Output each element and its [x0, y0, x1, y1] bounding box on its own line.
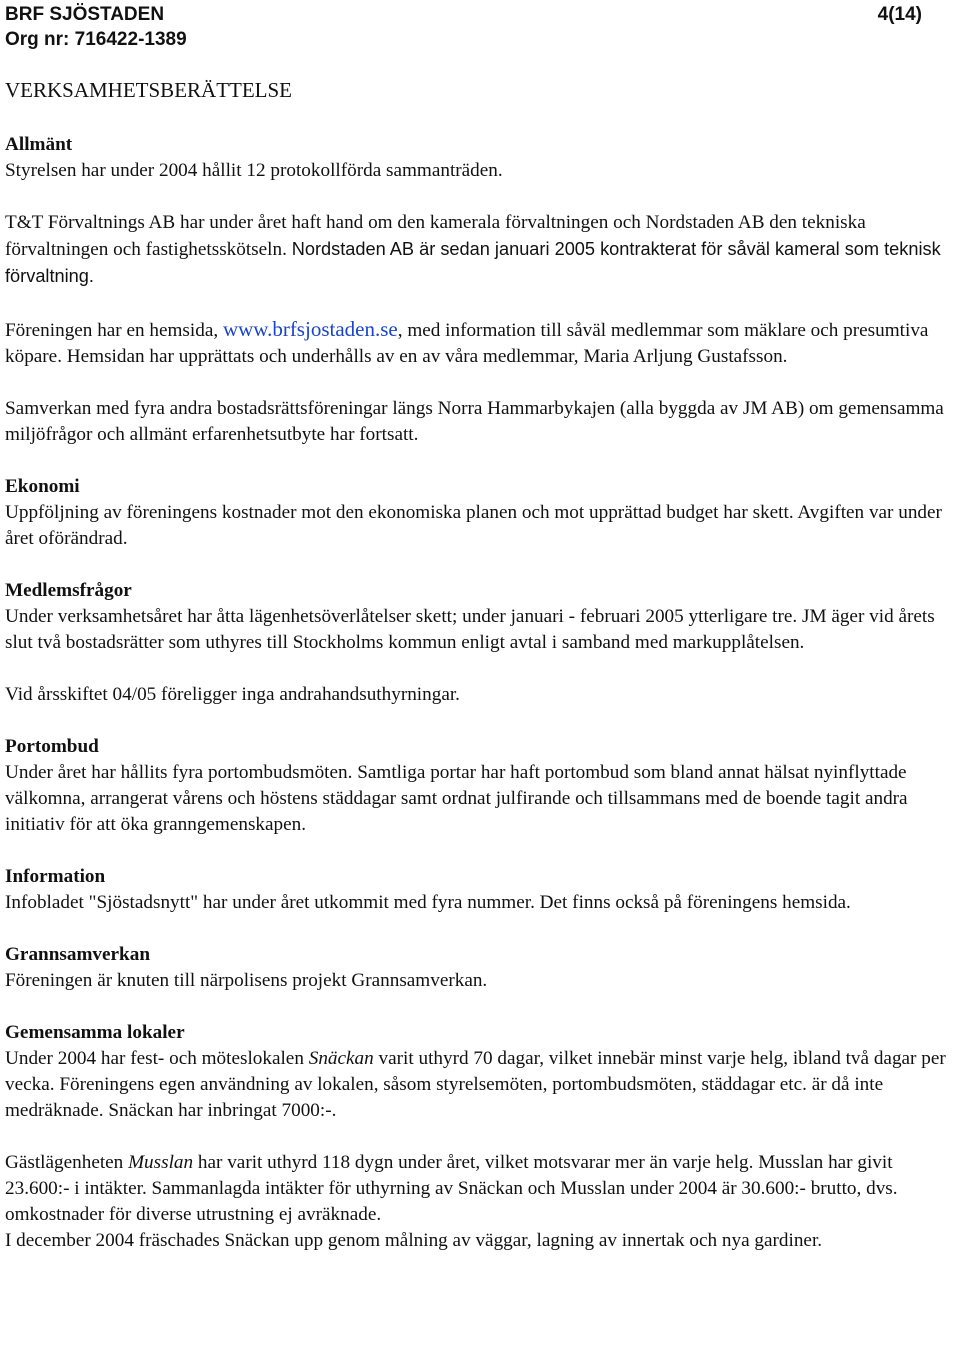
- paragraph-text: Föreningen har en hemsida,: [5, 320, 219, 341]
- paragraph: Infobladet "Sjöstadsnytt" har under året utkommit med fyra nummer. Det finns också på föreningens hemsida.: [5, 892, 851, 913]
- document-body: [5, 132, 955, 1254]
- paragraph: I december 2004 fräschades Snäckan upp genom målning av väggar, lagning av innertak och nya gardiner.: [5, 1230, 823, 1251]
- paragraph: [5, 316, 955, 370]
- paragraph: [5, 210, 955, 290]
- document-page: [5, 0, 955, 1251]
- section-heading-ekonomi: Ekonomi: [5, 476, 80, 497]
- paragraph: Styrelsen har under 2004 hållit 12 protokollförda sammanträden.: [5, 160, 503, 181]
- paragraph-text: Gästlägenheten: [5, 1152, 124, 1173]
- section-heading-medlemsfragor: Medlemsfrågor: [5, 580, 132, 601]
- paragraph: Uppföljning av föreningens kostnader mot den ekonomiska planen och mot upprättad budget har skett. Avgiften var under året oförändrad.: [5, 502, 942, 549]
- website-link[interactable]: www.brfsjostaden.se: [222, 317, 398, 341]
- section-heading-portombud: Portombud: [5, 736, 99, 757]
- paragraph: [5, 1150, 955, 1228]
- page-header: [5, 0, 955, 54]
- paragraph: Samverkan med fyra andra bostadsrättsföreningar längs Norra Hammarbykajen (alla byggda av JM AB) om gemensamma miljöfrågor och allmänt erfarenhetsutbyte har fortsatt.: [5, 398, 944, 445]
- page-number: 4(14): [877, 4, 922, 25]
- paragraph-text: har varit uthyrd 118 dygn under året, vilket motsvarar mer än varje helg. Musslan har givit 23.600:- i intäkter. Sammanlagda intäkter för uthyrning av Snäckan och Musslan under 2004 är 30.600:- brutto, dvs. omkostnader för diverse utrustning ej avräknade.: [5, 1152, 898, 1225]
- venue-name: Snäckan: [308, 1048, 374, 1069]
- section-heading-information: Information: [5, 866, 106, 887]
- paragraph-text: T&T Förvaltnings AB har under året haft hand om den kamerala förvaltningen och Nordstaden AB den tekniska förvaltningen och fastighetsskötseln.: [5, 212, 866, 260]
- paragraph-text: Under 2004 har fest- och möteslokalen: [5, 1048, 304, 1069]
- organization-number: Org nr: 716422-1389: [5, 29, 187, 50]
- document-title: VERKSAMHETSBERÄTTELSE: [5, 78, 293, 102]
- paragraph: Vid årsskiftet 04/05 föreligger inga andrahandsuthyrningar.: [5, 684, 460, 705]
- paragraph: Under året har hållits fyra portombudsmöten. Samtliga portar har haft portombud som bland annat hälsat nyinflyttade välkomna, arrangerat vårens och höstens städdagar samt ordnat julfirande och tillsammans med de boende tagit andra initiativ för att öka granngemenskapen.: [5, 762, 908, 835]
- section-heading-allmant: Allmänt: [5, 134, 73, 155]
- paragraph-text: , med information till såväl medlemmar som mäklare och presumtiva köpare. Hemsidan har upprättats och underhålls av en av våra medlemmar, Maria Arljung Gustafsson.: [5, 320, 929, 367]
- organization-name: BRF SJÖSTADEN: [5, 4, 165, 25]
- section-heading-gemensamma-lokaler: Gemensamma lokaler: [5, 1022, 185, 1043]
- paragraph: Under verksamhetsåret har åtta lägenhetsöverlåtelser skett; under januari - februari 2005 ytterligare tre. JM äger vid årets slut två bostadsrätter som uthyres till Stockholms kommun enligt avtal i samband med markupplåtelsen.: [5, 606, 935, 653]
- venue-name: Musslan: [128, 1152, 194, 1173]
- paragraph: [5, 1046, 955, 1124]
- section-heading-grannsamverkan: Grannsamverkan: [5, 944, 150, 965]
- paragraph-text: Nordstaden AB är sedan januari 2005 kontrakterat för såväl kameral som teknisk förvaltning.: [5, 239, 941, 286]
- paragraph: Föreningen är knuten till närpolisens projekt Grannsamverkan.: [5, 970, 488, 991]
- paragraph-text: varit uthyrd 70 dagar, vilket innebär minst varje helg, ibland två dagar per vecka. Föreningens egen användning av lokalen, såsom styrelsemöten, portombudsmöten, städdagar etc. är då inte medräknade. Snäckan har inbringat 7000:-.: [5, 1048, 946, 1121]
